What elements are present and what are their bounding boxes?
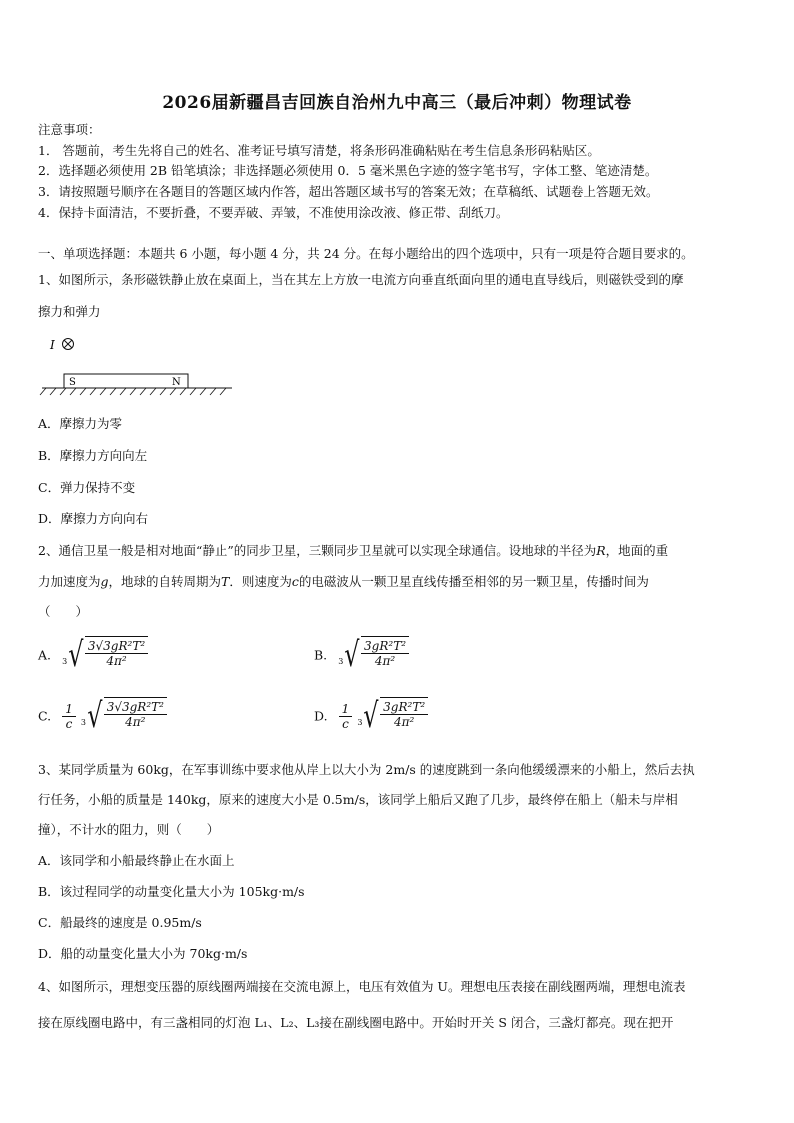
q2-stem-line2: 力加速度为g，地球的自转周期为T．则速度为c的电磁波从一颗卫星直线传播至相邻的另一颗卫星，传播时间为 <box>38 574 649 589</box>
q2-option-c: C. $\frac{1}{c}$ 3 √ $\frac{\text{3√3gR²T²}}{\text{4π²}}$ <box>38 697 167 735</box>
q1-option-b: B．摩擦力方向向左 <box>38 448 148 463</box>
q1-figure <box>38 334 234 398</box>
page-title: 2026届新疆昌吉回族自治州九中高三（最后冲刺）物理试卷 <box>162 93 632 113</box>
notice-item: 4．保持卡面清洁，不要折叠，不要弄破、弄皱，不准使用涂改液、修正带、刮纸刀。 <box>38 205 509 220</box>
q1-option-d: D．摩擦力方向向右 <box>38 511 149 526</box>
notice-item: 1． 答题前，考生先将自己的姓名、准考证号填写清楚，将条形码准确粘贴在考生信息条形码粘贴区。 <box>38 143 600 158</box>
q4-stem: 4、如图所示，理想变压器的原线圈两端接在交流电源上，电压有效值为 U。理想电压表接在副线圈两端，理想电流表 <box>38 979 686 994</box>
q3-option-a: A．该同学和小船最终静止在水面上 <box>38 853 235 868</box>
q3-stem: 行任务，小船的质量是 140kg，原来的速度大小是 0.5m/s，该同学上船后又跑了几步，最终停在船上（船未与岸相 <box>38 792 678 807</box>
current-label: I <box>50 338 55 352</box>
notice-item: 3．请按照题号顺序在各题目的答题区域内作答，超出答题区域书写的答案无效；在草稿纸、试题卷上答题无效。 <box>38 184 659 199</box>
magnet-s-pole: S <box>69 377 76 388</box>
section-heading: 一、单项选择题：本题共 6 小题，每小题 4 分，共 24 分。在每小题给出的四个选项中，只有一项是符合题目要求的。 <box>38 246 694 261</box>
magnet-n-pole: N <box>172 377 181 388</box>
q2-stem-line1: 2、通信卫星一般是相对地面“静止”的同步卫星，三颗同步卫星就可以实现全球通信。设地球的半径为R，地面的重 <box>38 543 669 558</box>
q3-option-d: D．船的动量变化量大小为 70kg·m/s <box>38 946 248 961</box>
q1-stem: 擦力和弹力 <box>38 304 101 319</box>
q3-option-b: B．该过程同学的动量变化量大小为 105kg·m/s <box>38 884 305 899</box>
q2-option-a: A. 3 √ $\frac{\text{3√3gR²T²}}{\text{4π²}}$ <box>38 636 148 674</box>
q1-option-a: A．摩擦力为零 <box>38 416 123 431</box>
q2-option-d: D. $\frac{1}{c}$ 3 √ $\frac{\text{3gR²T²}}{\text{4π²}}$ <box>314 697 428 735</box>
q2-answer-blank: （ ） <box>38 604 89 619</box>
q3-stem: 撞），不计水的阻力，则（ ） <box>38 822 220 837</box>
q2-option-b: B. 3 √ $\frac{\text{3gR²T²}}{\text{4π²}}$ <box>314 636 409 674</box>
notice-heading: 注意事项： <box>38 122 101 137</box>
notice-item: 2．选择题必须使用 2B 铅笔填涂；非选择题必须使用 0．5 毫米黑色字迹的签字笔书写，字体工整、笔迹清楚。 <box>38 163 658 178</box>
q3-option-c: C．船最终的速度是 0.95m/s <box>38 915 202 930</box>
q3-stem: 3、某同学质量为 60kg，在军事训练中要求他从岸上以大小为 2m/s 的速度跳到一条向他缓缓漂来的小船上，然后去执 <box>38 762 695 777</box>
current-into-page-icon <box>63 339 74 350</box>
bar-magnet <box>64 374 188 388</box>
ground-hatch <box>40 388 226 395</box>
q1-stem: 1、如图所示，条形磁铁静止放在桌面上，当在其左上方放一电流方向垂直纸面向里的通电直导线后，则磁铁受到的摩 <box>38 272 684 287</box>
q1-option-c: C．弹力保持不变 <box>38 480 136 495</box>
q4-stem: 接在原线圈电路中，有三盏相同的灯泡 L₁、L₂、L₃接在副线圈电路中。开始时开关 S 闭合，三盏灯都亮。现在把开 <box>38 1015 674 1030</box>
